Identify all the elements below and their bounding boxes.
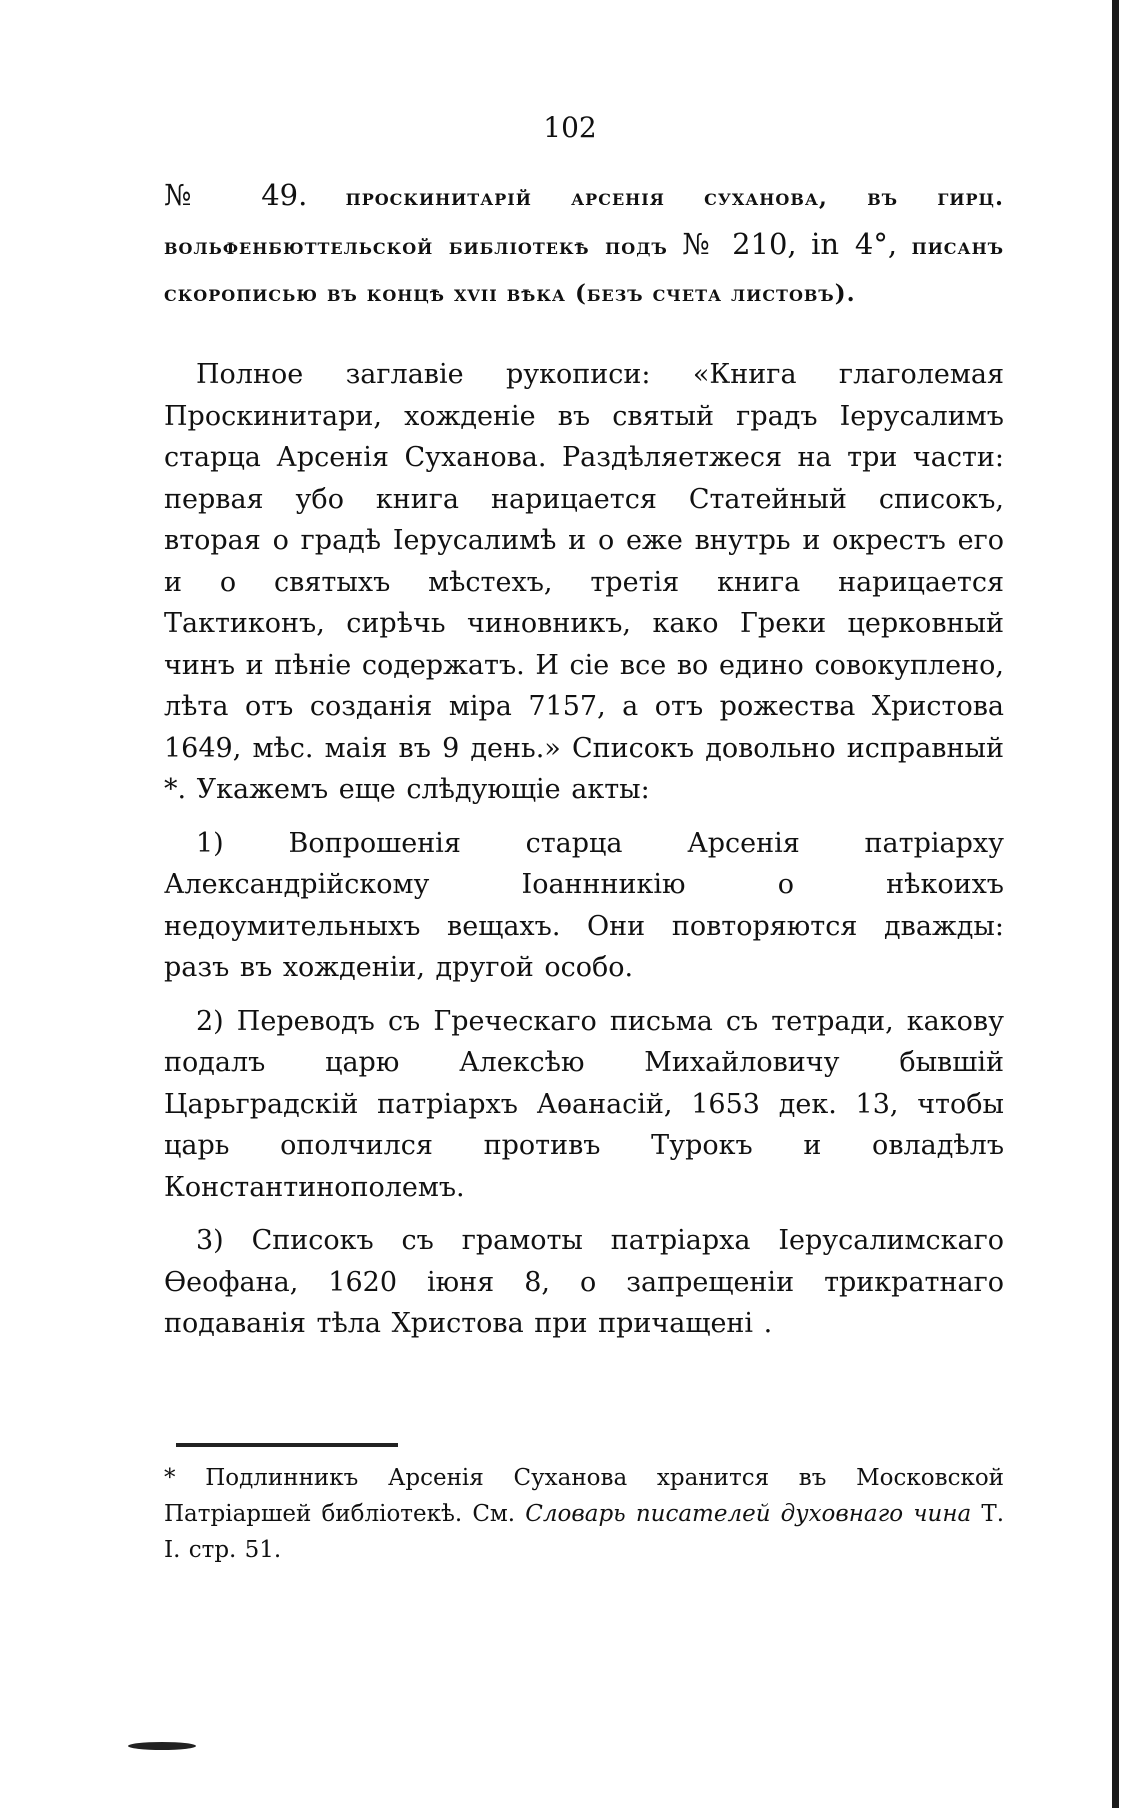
page-number: 102 (543, 111, 597, 144)
entry-number: № 49. (164, 178, 308, 212)
paragraph-title: Полное заглавіе рукописи: «Книга глаголемая Проскинитари, хожденіе въ святый градъ Іерусалимъ старца Арсенія Суханова. Раздѣляетжеся на три части: первая убо книга нарицается Статейный списокъ, вторая о градѣ Іерусалимѣ и о еже внутрь и окрестъ его и о святыхъ мѣстехъ, третія книга нарицается Тактиконъ, сирѣчь чиновникъ, како Греки церковный чинъ и пѣніе содержатъ. И сіе все во едино совокуплено, лѣта отъ созданія міра 7157, а отъ рожества Христова 1649, мѣс. маія въ 9 день.» Списокъ довольно исправный *. Укажемъ еще слѣдующіе акты: (164, 359, 1004, 805)
entry-title: проскинитарій арсенія суханова, въ гирц. вольфенбюттельской библіотекѣ подъ (164, 184, 1004, 260)
footnote-italic-title: Словарь писателей духовнаго чина (525, 1501, 972, 1527)
paragraph-item-3: 3) Списокъ съ грамоты патріарха Іерусалимскаго Ѳеофана, 1620 іюня 8, о запрещеніи трикратнаго подаванія тѣла Христова при причащені . (164, 1225, 1004, 1339)
entry-description: писанъ скорописью въ концѣ xvii вѣка (безъ счета листовъ). (164, 233, 1004, 307)
paragraph-item-1: 1) Вопрошенія старца Арсенія патріарху Александрійскому Іоаннникію о нѣкоихъ недоумительныхъ вещахъ. Они повторяются дважды: разъ въ хожденіи, другой особо. (164, 827, 1004, 983)
paragraph-item-2: 2) Переводъ съ Греческаго письма съ тетради, какову подалъ царю Алексѣю Михайловичу бывшій Царьградскій патріархъ Аѳанасій, 1653 дек. 13, чтобы царь ополчился противъ Турокъ и овладѣлъ Константинополемъ. (164, 1005, 1004, 1203)
page-edge-rule (1112, 0, 1119, 1808)
footnote-text: Подлинникъ Арсенія Суханова хранится въ Московской Патріаршей библіотекѣ. См. (164, 1465, 1005, 1527)
entry-format: in 4°, (811, 227, 898, 261)
entry-code: № 210, (682, 227, 797, 261)
footnote-marker: * (164, 1465, 176, 1491)
catalog-entry (164, 172, 1004, 317)
footnote-reference: Т. І. стр. 51. (164, 1501, 1005, 1563)
footnote-divider (176, 1443, 398, 1447)
footnote (164, 1460, 1004, 1568)
body-text (164, 354, 1004, 1357)
ink-mark (128, 1742, 196, 1750)
